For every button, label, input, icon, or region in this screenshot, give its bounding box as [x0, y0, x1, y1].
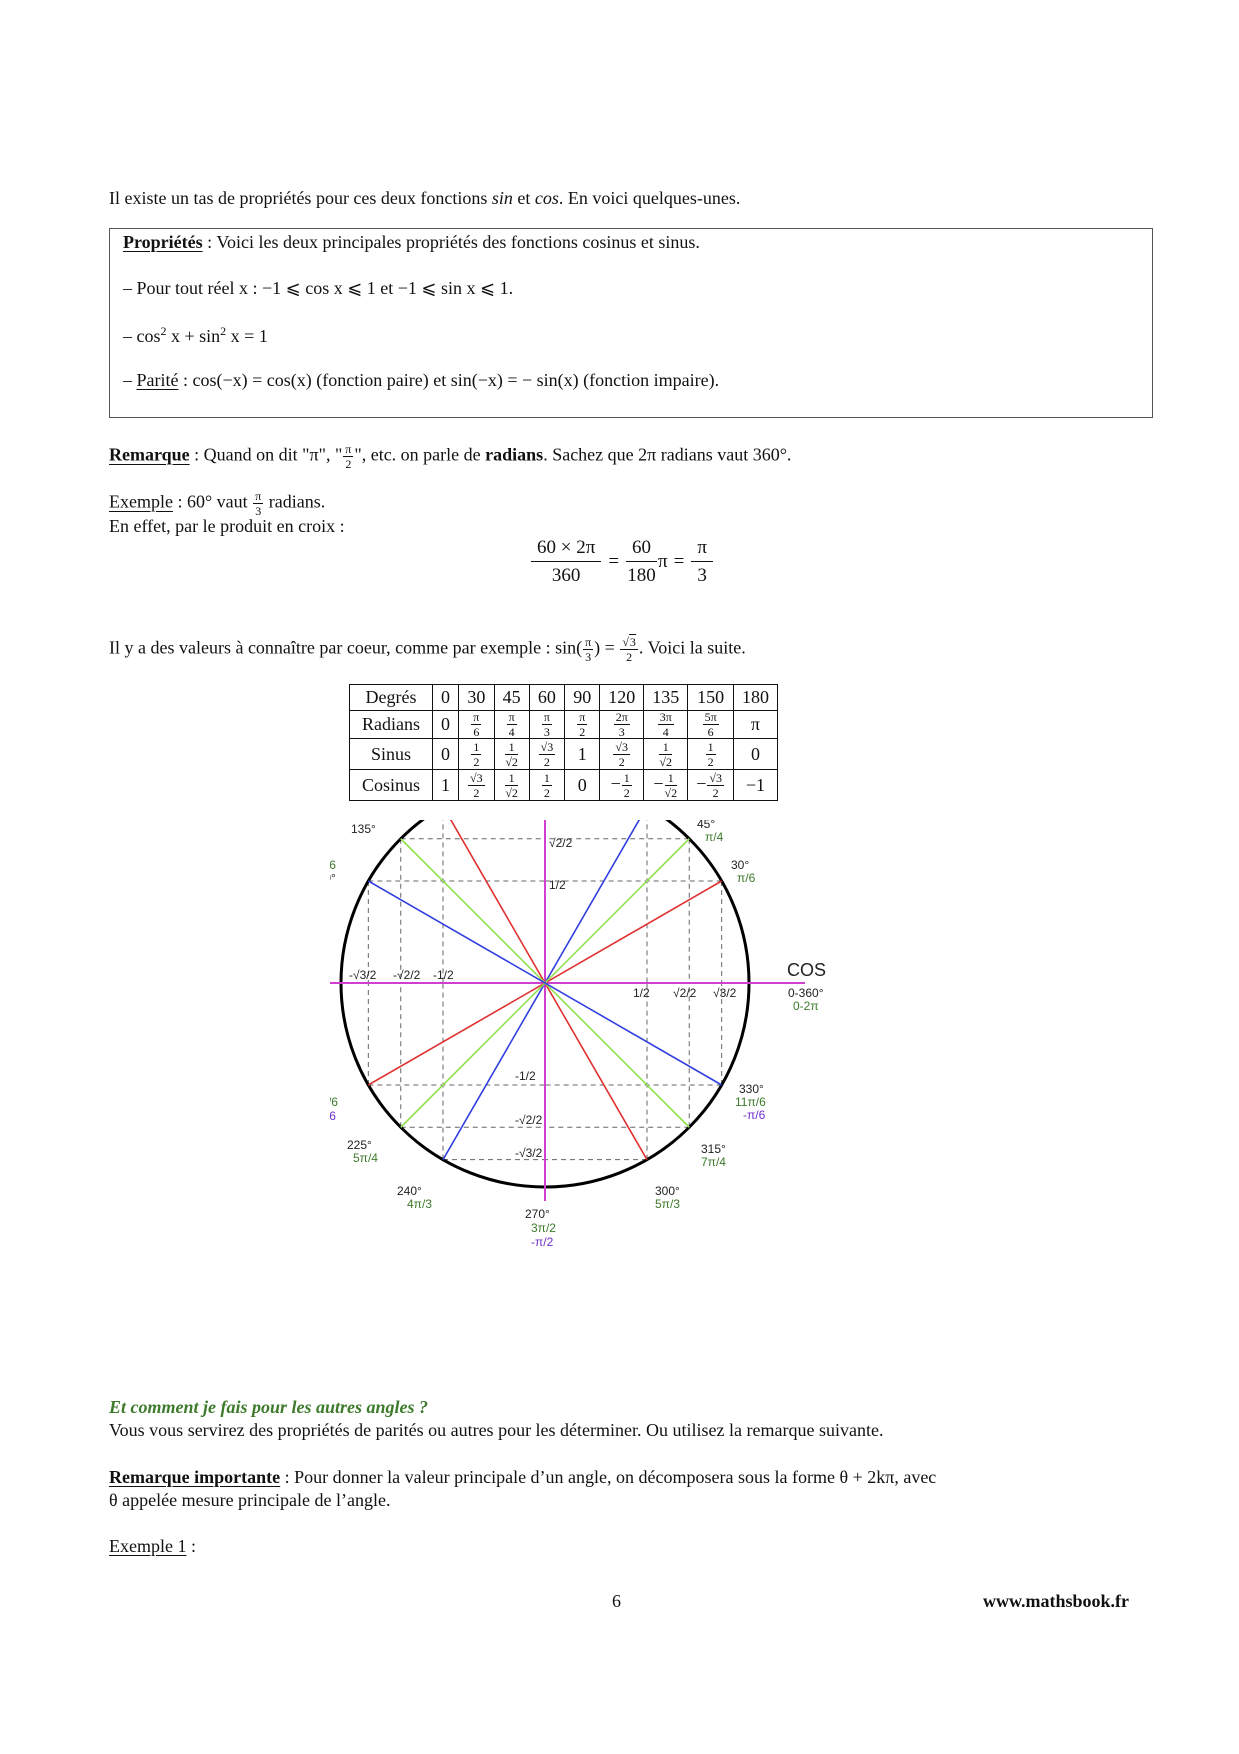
label-315-rad: 7π/4 — [701, 1155, 726, 1169]
eq-frac3 — [691, 538, 713, 585]
table-cell: 1 — [565, 739, 600, 770]
sin-value-2: 1/2 — [549, 878, 566, 892]
cos-neg-value-0: -√3/2 — [349, 968, 377, 982]
label-135-deg: 135° — [351, 822, 376, 836]
table-cell — [494, 739, 529, 770]
property-pyth-c: x = 1 — [226, 326, 268, 346]
cell-fraction-den: 2 — [579, 725, 586, 739]
property-parity-dash: – — [123, 370, 137, 390]
cell-fraction-den: 3 — [618, 725, 625, 739]
example-post: radians. — [264, 491, 326, 512]
cell-sign: − — [653, 773, 664, 794]
values-intro-frac — [583, 636, 593, 663]
cell-fraction — [613, 741, 630, 768]
table-row-label: Sinus — [350, 739, 433, 770]
label-45-rad: π/4 — [705, 830, 724, 844]
important-text1: : Pour donner la valeur principale d’un angle, on décomposera sous la forme θ + 2kπ, avec — [280, 1467, 937, 1487]
table-row — [350, 739, 778, 770]
cell-fraction-num: π — [543, 710, 550, 724]
label-150-rad: 6 — [330, 858, 336, 872]
property-bounds: – Pour tout réel x : −1 ⩽ cos x ⩽ 1 et −1 ⩽ sin x ⩽ 1. — [123, 278, 514, 298]
intro-pre: Il existe un tas de propriétés pour ces deux fonctions — [109, 188, 492, 208]
table-row — [350, 711, 778, 739]
remark-frac-num: π — [345, 442, 352, 456]
eq-f3-num: π — [691, 538, 713, 562]
remark-frac-den: 2 — [345, 457, 352, 471]
table-cell — [529, 770, 565, 801]
remark-fraction — [343, 443, 353, 470]
cell-fraction-num: 3π — [659, 710, 672, 724]
table-cell — [644, 711, 688, 739]
intro-post: . En voici quelques-unes. — [558, 188, 741, 208]
cell-fraction-num: π — [579, 710, 586, 724]
cell-fraction-den: 6 — [707, 725, 714, 739]
property-parity-label: Parité — [136, 370, 179, 390]
eq-frac1 — [531, 538, 601, 585]
cell-fraction-den: 3 — [543, 725, 550, 739]
important-remark-line2: θ appelée mesure principale de l’angle. — [109, 1490, 391, 1510]
label-30-rad: π/6 — [737, 871, 756, 885]
table-cell — [565, 711, 600, 739]
cell-fraction — [507, 711, 517, 738]
sin-neg-value-0: -1/2 — [515, 1069, 536, 1083]
table-cell: 180 — [733, 685, 777, 711]
cell-fraction-den: 6 — [473, 725, 480, 739]
eq-f1-num: 60 × 2π — [531, 538, 601, 562]
example-60 — [109, 490, 1144, 517]
values-intro-result-root: 3 — [629, 635, 636, 649]
property-pythagorean — [123, 324, 268, 347]
trig-circle-svg — [330, 820, 910, 1380]
cell-fraction-num: √3 — [470, 770, 483, 785]
other-angles-answer: Vous vous servirez des propriétés de parités ou autres pour les déterminer. Ou utilisez la remarque suivante. — [109, 1420, 884, 1440]
cell-fraction — [703, 711, 719, 738]
cell-fraction — [542, 772, 552, 799]
remark-pre: : Quand on dit "π", " — [189, 444, 343, 465]
cell-fraction-num: 1 — [707, 739, 714, 754]
eq-equals2: = — [673, 550, 685, 572]
table-cell — [688, 770, 734, 801]
table-cell: 150 — [688, 685, 734, 711]
values-intro-post: . Voici la suite. — [638, 637, 746, 658]
table-row — [350, 770, 778, 801]
label-270-neg: -π/2 — [531, 1235, 554, 1249]
table-cell — [529, 739, 565, 770]
cell-fraction — [505, 772, 518, 799]
cell-fraction-num: 1 — [623, 770, 630, 785]
label-315-deg: 315° — [701, 1142, 726, 1156]
cell-fraction-den: 2 — [712, 785, 719, 800]
trig-values-table — [349, 684, 778, 801]
values-intro-frac-num: π — [585, 635, 592, 649]
values-intro — [109, 636, 1144, 663]
table-cell — [600, 739, 644, 770]
table-cell: 135 — [644, 685, 688, 711]
property-parity — [123, 370, 719, 391]
cell-fraction-num: 2π — [615, 710, 628, 724]
cell-fraction — [659, 741, 672, 768]
label-210-rad: 6 — [331, 1095, 338, 1109]
cell-fraction-den: 2 — [618, 754, 625, 769]
table-cell — [600, 770, 644, 801]
table-cell: 120 — [600, 685, 644, 711]
cell-fraction-den: 2 — [543, 785, 550, 800]
eq-frac2 — [626, 538, 657, 585]
label-300-rad: 5π/3 — [655, 1197, 680, 1211]
label-330-neg: -π/6 — [743, 1108, 766, 1122]
cell-fraction — [471, 711, 481, 738]
table-cell: 0 — [565, 770, 600, 801]
table-cell — [459, 739, 495, 770]
table-cell — [459, 711, 495, 739]
cell-fraction-num: π — [473, 710, 480, 724]
table-row — [350, 685, 778, 711]
table-cell — [600, 711, 644, 739]
label-30-deg: 30° — [731, 858, 750, 872]
table-cell: 30 — [459, 685, 495, 711]
cos-neg-value-1: -√2/2 — [393, 968, 421, 982]
cell-fraction — [468, 772, 485, 799]
label-270-rad: 3π/2 — [531, 1221, 556, 1235]
property-pyth-sup1: 2 — [160, 324, 167, 338]
sin-neg-value-2: -√3/2 — [515, 1146, 543, 1160]
table-cell: 0 — [433, 739, 459, 770]
cos-neg-value-2: -1/2 — [433, 968, 454, 982]
important-label: Remarque importante — [109, 1467, 281, 1487]
example-line2: En effet, par le produit en croix : — [109, 516, 345, 536]
page-number: 6 — [612, 1591, 621, 1611]
cell-fraction-num: π — [508, 710, 515, 724]
label-330-rad: 11π/6 — [735, 1095, 766, 1109]
example-frac-den: 3 — [255, 504, 262, 518]
label-0-deg: 0-360° — [788, 986, 824, 1000]
cell-fraction-num: 1 — [543, 770, 550, 785]
cos-axis-label: COS — [787, 960, 827, 980]
intro-sin: sin — [491, 188, 513, 208]
table-cell — [529, 711, 565, 739]
cell-fraction-den: 2 — [473, 754, 480, 769]
label-225-rad: 5π/4 — [353, 1151, 378, 1165]
table-cell: 45 — [494, 685, 529, 711]
table-cell — [459, 770, 495, 801]
cell-fraction-num: 5π — [704, 710, 717, 724]
example-1 — [109, 1535, 1144, 1558]
intro-mid: et — [512, 188, 535, 208]
other-angles-question: Et comment je fais pour les autres angles ? — [109, 1397, 429, 1417]
property-parity-text: : cos(−x) = cos(x) (fonction paire) et sin(−x) = − sin(x) (fonction impaire). — [178, 370, 720, 390]
label-210-neg: 6 — [330, 1109, 336, 1123]
trig-circle — [330, 820, 910, 1380]
example-frac-num: π — [255, 489, 262, 503]
eq-f2-den: 180 — [627, 565, 656, 586]
cell-fraction — [614, 711, 630, 738]
cell-fraction — [539, 741, 556, 768]
cell-fraction-den: √2 — [505, 754, 518, 769]
cell-fraction-den: 4 — [508, 725, 515, 739]
cos-value-2: √3/2 — [713, 986, 737, 1000]
cell-fraction — [577, 711, 587, 738]
sin-value-1: √2/2 — [549, 836, 573, 850]
label-0-rad: 0-2π — [793, 999, 819, 1013]
table-cell: 0 — [433, 685, 459, 711]
table-cell — [644, 739, 688, 770]
cell-fraction-num: 1 — [665, 772, 678, 786]
cell-fraction — [542, 711, 552, 738]
site-url: www.mathsbook.fr — [982, 1591, 1129, 1611]
cell-fraction-den: 2 — [623, 785, 630, 800]
cell-fraction-den: √2 — [659, 754, 673, 769]
table-row-label: Radians — [350, 711, 433, 739]
cell-fraction — [471, 741, 481, 768]
cell-fraction — [665, 772, 678, 799]
table-cell — [494, 770, 529, 801]
label-270-deg: 270° — [525, 1207, 550, 1221]
example1-label: Exemple 1 — [109, 1536, 187, 1556]
intro-text — [109, 187, 1144, 210]
example-pre: : 60° vaut — [172, 491, 253, 512]
cell-fraction-num: 1 — [659, 741, 672, 755]
cell-fraction-den: 2 — [543, 754, 550, 769]
cell-sign: − — [610, 773, 621, 794]
table-cell: 0 — [733, 739, 777, 770]
cell-fraction-num: √3 — [709, 770, 722, 785]
cell-fraction-num: √3 — [615, 739, 629, 754]
values-intro-result — [620, 636, 638, 663]
properties-intro: : Voici les deux principales propriétés des fonctions cosinus et sinus. — [202, 232, 700, 252]
eq-pi: π — [658, 550, 668, 572]
intro-cos: cos — [534, 188, 559, 208]
eq-equals1: = — [608, 550, 620, 572]
cell-fraction — [707, 772, 724, 799]
cell-sign: − — [696, 773, 707, 794]
label-330-deg: 330° — [739, 1082, 764, 1096]
property-pyth-a: – cos — [123, 326, 161, 346]
remark-label: Remarque — [109, 444, 190, 465]
cell-fraction-den: √2 — [505, 785, 518, 800]
values-intro-result-num: √3 — [622, 635, 636, 649]
cell-fraction-num: 1 — [505, 741, 518, 755]
values-intro-pre: Il y a des valeurs à connaître par coeur, comme par exemple : sin( — [109, 637, 583, 658]
table-cell: π — [733, 711, 777, 739]
properties-title: Propriétés — [123, 232, 203, 252]
cell-fraction-num: 1 — [473, 739, 480, 754]
important-remark — [109, 1466, 1144, 1489]
values-intro-result-den: 2 — [626, 650, 633, 664]
cell-fraction — [658, 711, 674, 738]
property-pyth-sup2: 2 — [220, 324, 227, 338]
table-cell — [688, 739, 734, 770]
cell-fraction-den: 2 — [707, 754, 714, 769]
example-fraction — [253, 490, 263, 517]
remark-mid: ", etc. on parle de — [354, 444, 486, 465]
cos-value-0: 1/2 — [633, 986, 650, 1000]
cos-value-1: √2/2 — [673, 986, 697, 1000]
table-cell — [494, 711, 529, 739]
property-pyth-b: x + sin — [166, 326, 221, 346]
label-240-deg: 240° — [397, 1184, 422, 1198]
table-cell — [644, 770, 688, 801]
cell-fraction-den: 4 — [662, 725, 669, 739]
remark-radians-bold: radians — [485, 444, 544, 465]
label-225-deg: 225° — [347, 1138, 372, 1152]
table-cell: 60 — [529, 685, 565, 711]
label-150-deg: ° — [331, 871, 336, 885]
cell-fraction — [505, 741, 518, 768]
cell-fraction-num: √3 — [540, 739, 554, 754]
label-300-deg: 300° — [655, 1184, 680, 1198]
cross-product-equation — [530, 538, 714, 585]
cell-fraction-den: √2 — [664, 785, 678, 800]
table-cell: 90 — [565, 685, 600, 711]
label-240-rad: 4π/3 — [407, 1197, 432, 1211]
values-intro-mid: ) = — [594, 637, 620, 658]
properties-box — [109, 228, 1153, 418]
sin-neg-value-1: -√2/2 — [515, 1113, 543, 1127]
table-cell — [688, 711, 734, 739]
eq-f1-den: 360 — [551, 565, 581, 586]
label-45-deg: 45° — [697, 820, 716, 831]
cell-fraction-den: 2 — [473, 785, 480, 800]
table-cell: −1 — [733, 770, 777, 801]
remark-radians — [109, 443, 1144, 470]
table-cell: 0 — [433, 711, 459, 739]
table-cell: 1 — [433, 770, 459, 801]
properties-title-row — [123, 232, 700, 253]
example-label: Exemple — [109, 491, 173, 512]
table-row-label: Cosinus — [350, 770, 433, 801]
cell-fraction — [622, 772, 632, 799]
example1-post: : — [186, 1536, 196, 1556]
eq-f2-num: 60 — [626, 538, 657, 562]
cell-fraction — [706, 741, 716, 768]
eq-f3-den: 3 — [697, 565, 707, 586]
remark-post: . Sachez que 2π radians vaut 360°. — [543, 444, 792, 465]
cell-fraction-num: 1 — [505, 772, 518, 786]
table-row-label: Degrés — [350, 685, 433, 711]
values-intro-frac-den: 3 — [585, 650, 592, 664]
